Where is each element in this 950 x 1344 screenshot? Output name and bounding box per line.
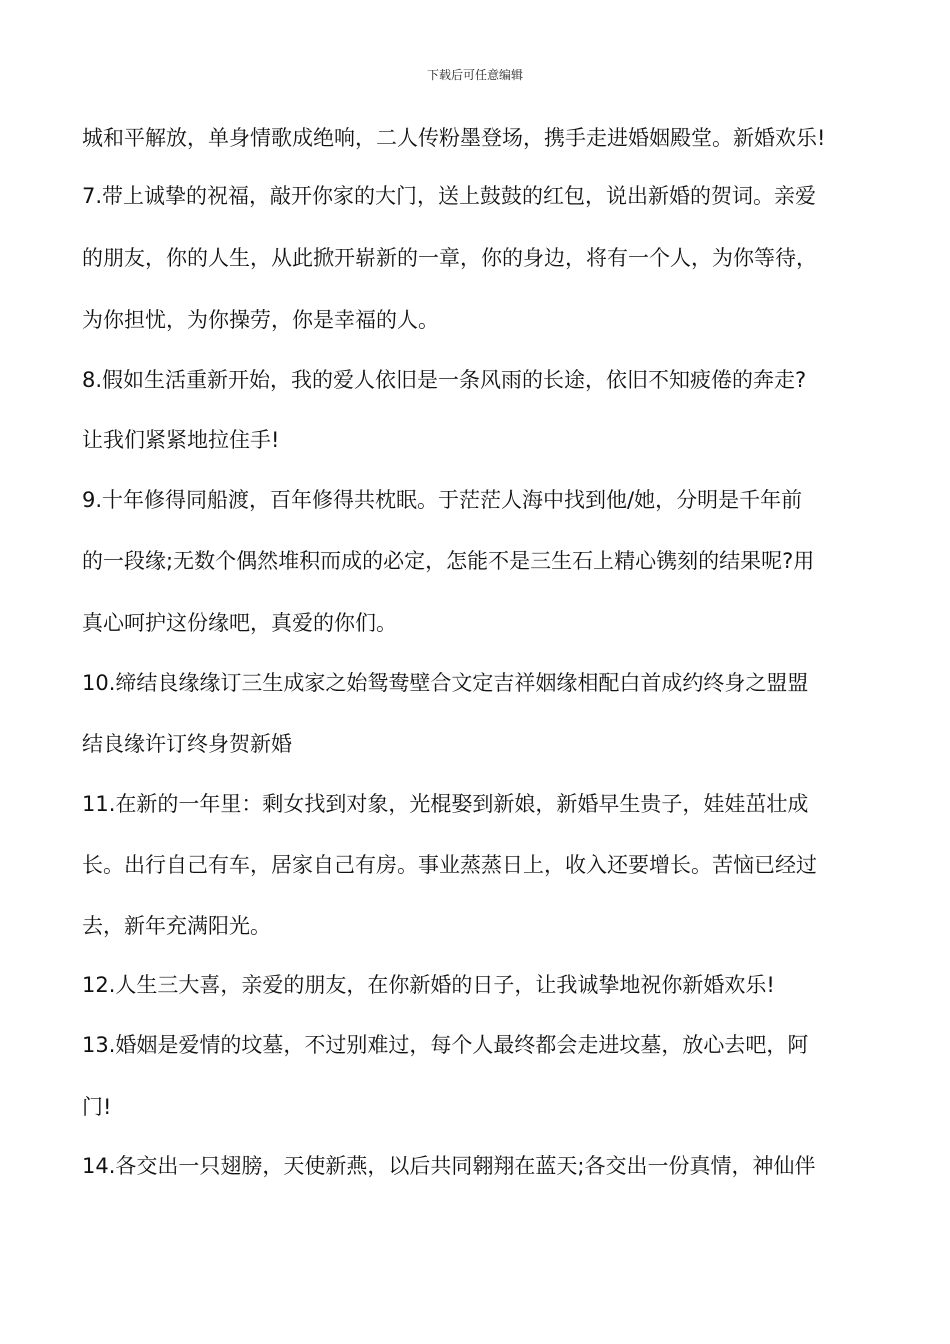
page-header-note: 下载后可任意编辑 [426, 68, 523, 82]
text-line: 9.十年修得同船渡，百年修得共枕眠。于茫茫人海中找到他/她，分明是千年前 [82, 488, 803, 512]
text-line: 12.人生三大喜，亲爱的朋友，在你新婚的日子，让我诚挚地祝你新婚欢乐! [82, 973, 775, 997]
text-line: 让我们紧紧地拉住手! [82, 428, 280, 452]
text-line: 去，新年充满阳光。 [82, 914, 271, 938]
text-line: 的一段缘;无数个偶然堆积而成的必定，怎能不是三生石上精心镌刻的结果呢?用 [82, 549, 815, 573]
text-line: 城和平解放，单身情歌成绝响，二人传粉墨登场，携手走进婚姻殿堂。新婚欢乐! [82, 126, 826, 150]
text-line: 的朋友，你的人生，从此掀开崭新的一章，你的身边，将有一个人，为你等待， [82, 246, 817, 270]
text-line: 8.假如生活重新开始，我的爱人依旧是一条风雨的长途，依旧不知疲倦的奔走? [82, 368, 807, 392]
text-line: 结良缘许订终身贺新婚 [82, 732, 292, 756]
text-line: 11.在新的一年里：剩女找到对象，光棍娶到新娘，新婚早生贵子，娃娃茁壮成 [82, 792, 809, 816]
text-line: 7.带上诚挚的祝福，敲开你家的大门，送上鼓鼓的红包，说出新婚的贺词。亲爱 [82, 184, 817, 208]
text-line: 长。出行自己有车，居家自己有房。事业蒸蒸日上，收入还要增长。苦恼已经过 [82, 853, 817, 877]
text-line: 13.婚姻是爱情的坟墓，不过别难过，每个人最终都会走进坟墓，放心去吧，阿 [82, 1033, 809, 1057]
text-line: 10.缔结良缘缘订三生成家之始鸳鸯壁合文定吉祥姻缘相配白首成约终身之盟盟 [82, 671, 809, 695]
text-line: 门! [82, 1095, 112, 1119]
text-line: 为你担忧，为你操劳，你是幸福的人。 [82, 308, 439, 332]
text-line: 14.各交出一只翅膀，天使新燕，以后共同翱翔在蓝天;各交出一份真情，神仙伴 [82, 1154, 816, 1178]
text-line: 真心呵护这份缘吧，真爱的你们。 [82, 611, 397, 635]
